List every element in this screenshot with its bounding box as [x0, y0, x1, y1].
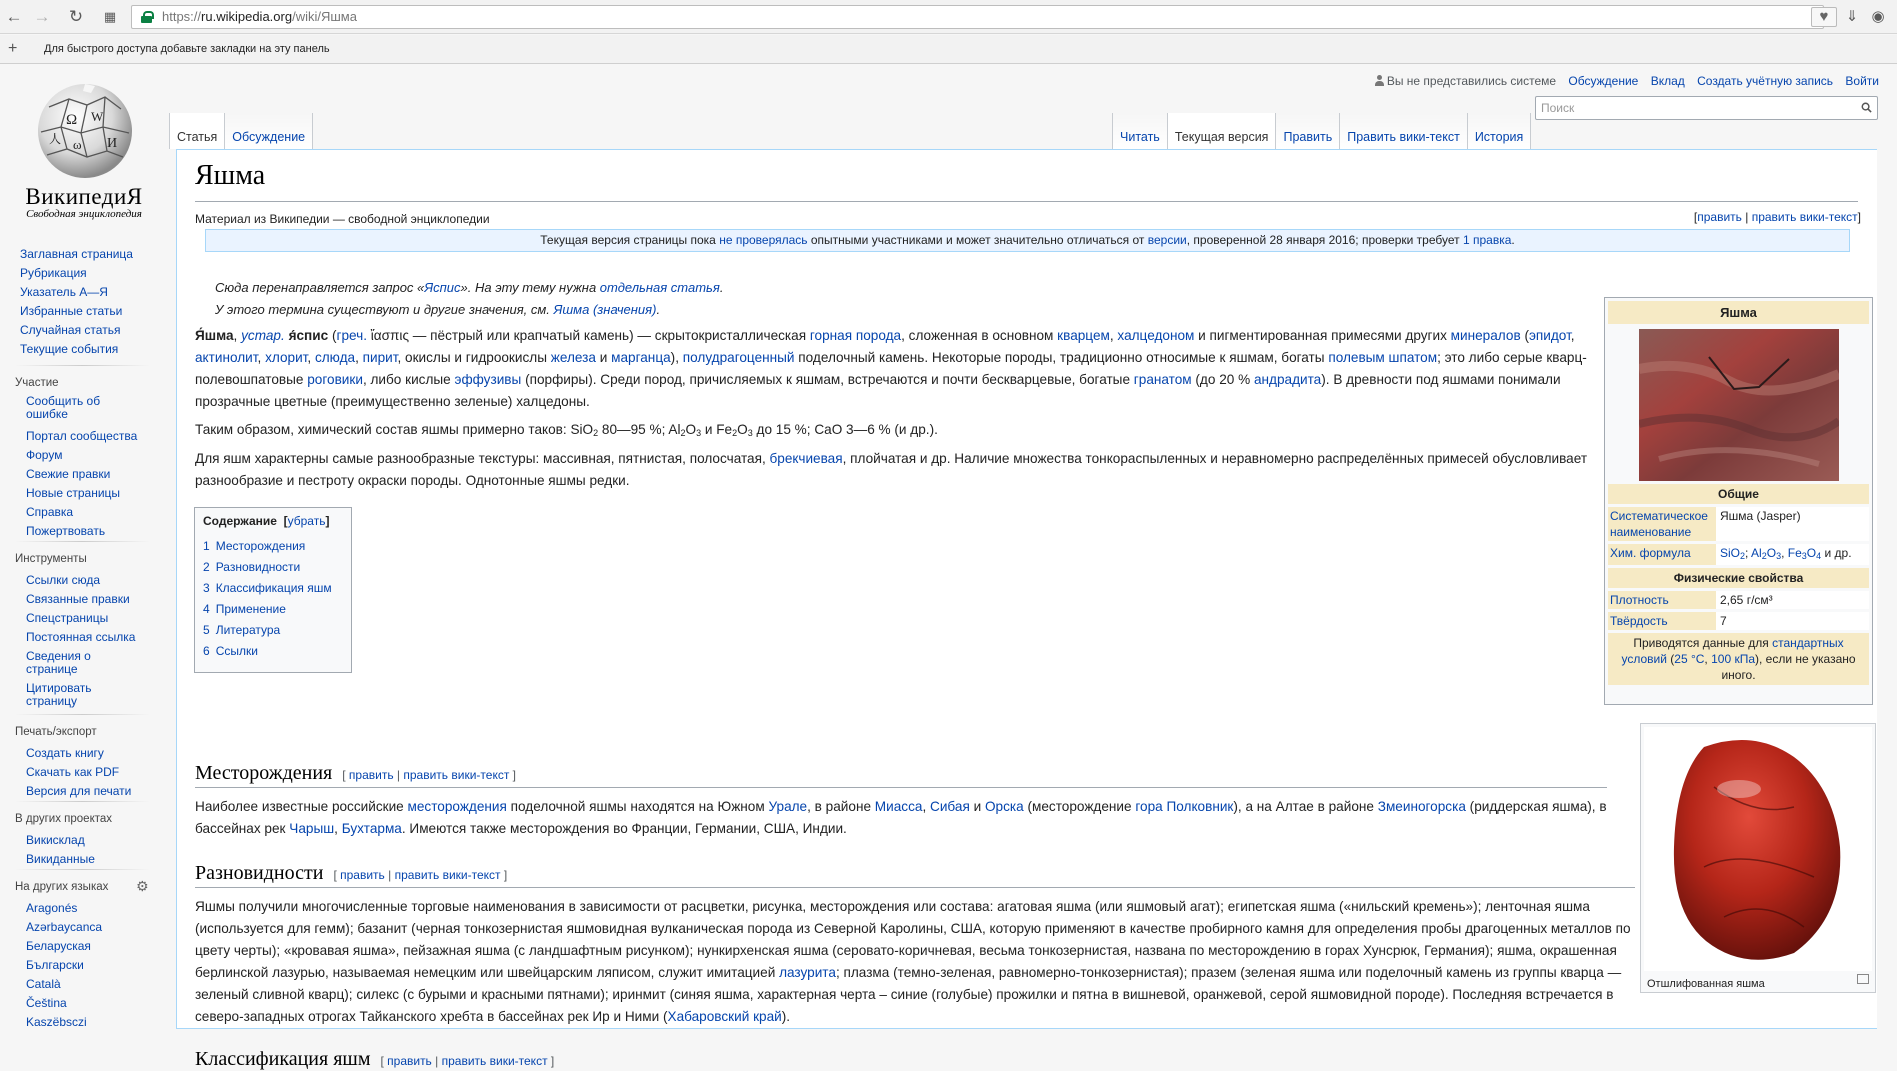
composition-paragraph: Таким образом, химический состав яшмы примерно таков: SiO$_2$ 80—95 %; $Al_2O_3$ и $Fe_2O_3$ до 15 %; CaO 3—6 % (и др.). [195, 422, 938, 438]
sidebar-participation-link[interactable]: Портал сообщества [26, 429, 138, 443]
article-link[interactable]: эффузивы [454, 372, 522, 387]
hardness-label[interactable]: Твёрдость [1608, 612, 1716, 630]
login-link[interactable]: Войти [1845, 74, 1879, 88]
bold-term: я́спис [288, 328, 329, 343]
tab-edit[interactable]: Править [1276, 113, 1340, 149]
infobox-physical: Физические свойства [1608, 568, 1869, 588]
participation-heading: Участие [15, 377, 59, 389]
hardness-value: 7 [1716, 612, 1869, 630]
article-link[interactable]: хлорит [265, 350, 308, 365]
pending-edits-link[interactable]: 1 правка [1462, 233, 1512, 247]
flagged-revision-notice: Текущая версия страницы пока не проверялась опытными участниками и может значительно отличаться от версии, проверенной 28 января 2016; проверки требует 1 правка. [205, 229, 1850, 252]
section-heading-varieties: Разновидности [ править | править вики-текст ] [195, 862, 508, 884]
sidebar-nav [0, 245, 165, 359]
section-edit-links: [ править | править вики-текст ] [380, 1054, 555, 1068]
formula-value: SiO$_2$; $Al_2O_3$, $Fe_3O_4$ и др. [1716, 544, 1869, 565]
article-link[interactable]: минералов [1450, 328, 1521, 343]
lock-icon [141, 11, 152, 23]
edit-links-top: [править | править вики-текст] [1693, 210, 1861, 224]
not-checked-link[interactable]: не проверялась [719, 233, 808, 247]
article-link[interactable]: андрадита [1253, 372, 1322, 387]
url-scheme: https:// [162, 9, 202, 24]
address-bar[interactable] [131, 5, 1824, 29]
section-edit-link[interactable]: править [387, 1054, 432, 1068]
infobox-row-density [1608, 591, 1869, 609]
article-link[interactable]: Чарыш [289, 821, 335, 836]
wordmark: ВикипедиЯ [25, 184, 143, 209]
texture-paragraph: Для яшм характерны самые разнообразные текстуры: массивная, пятнистая, полосчатая, брекчиевая, плойчатая и др. Наличие множества тонкораспыленных и неравномерно распределённых примесей обусловливает разнообразие и пестроту окраски породы. Однотонные яшмы редки. [195, 451, 1588, 488]
svg-text:W: W [91, 109, 104, 124]
toc-items [203, 536, 343, 662]
sidebar [0, 245, 165, 1032]
sidebar-language-link[interactable]: Български [26, 958, 84, 972]
sidebar-tools-link[interactable]: Сведения о странице [26, 649, 91, 676]
temp-link[interactable]: 25 °C [1674, 652, 1705, 666]
section-heading-classification: Классификация яшм [ править | править вики-текст ] [195, 1048, 555, 1070]
wiki-page [0, 65, 1897, 1070]
version-link[interactable]: версии [1147, 233, 1187, 247]
print-heading: Печать/экспорт [15, 726, 97, 738]
sidebar-participation-link[interactable]: Новые страницы [26, 486, 121, 500]
pressure-link[interactable]: 100 кПа [1711, 652, 1755, 666]
article-link[interactable]: Урале [768, 799, 808, 814]
enlarge-icon[interactable] [1857, 974, 1869, 984]
tools-links [0, 571, 165, 708]
article-link[interactable]: железа [550, 350, 596, 365]
infobox-row-sysname [1608, 507, 1869, 541]
section-edit-link[interactable]: править [340, 868, 385, 882]
density-label[interactable]: Плотность [1608, 591, 1716, 609]
article-link[interactable]: Сибая [930, 799, 970, 814]
sidebar-nav-link[interactable]: Текущие события [20, 342, 119, 356]
user-icon [1375, 75, 1384, 86]
thumbnail-polished-jasper [1640, 723, 1876, 993]
toc-toggle[interactable]: убрать [287, 514, 326, 528]
page-title: Яшма [195, 160, 266, 191]
article-link[interactable]: марганца [611, 350, 671, 365]
profile-icon[interactable]: ◉ [1871, 8, 1885, 25]
gear-icon[interactable]: ⚙ [136, 878, 149, 894]
bookmarks-hint: Для быстрого доступа добавьте закладки на эту панель [44, 43, 330, 55]
infobox-row-formula [1608, 544, 1869, 565]
sidebar-participation-link[interactable]: Пожертвовать [26, 524, 106, 538]
sidebar-tools-link[interactable]: Связанные правки [26, 592, 130, 606]
sidebar-print-link[interactable]: Скачать как PDF [26, 765, 120, 779]
toc-item[interactable]: 4 Применение [203, 602, 286, 616]
sidebar-language-link[interactable]: Aragonés [26, 901, 78, 915]
article-link[interactable]: гора Полковник [1135, 799, 1234, 814]
sidebar-tools-link[interactable]: Цитировать страницу [26, 681, 92, 708]
svg-text:И: И [107, 136, 118, 151]
lead-paragraph: Я́шма, устар. я́спис (греч. ἴασπις — пёстрый или крапчатый камень) — скрытокристаллическая горная порода, сложенная в основном кварцем, халцедоном и пигментированная примесями других минералов (эпидот, актинолит, хлорит, слюда, пирит, окислы и гидроокислы железа и марганца), полудрагоценный поделочный камень. Некоторые породы, традиционно относимые к яшмам, богаты полевым шпатом; это либо серые кварц-полевошпатовые роговики, либо кислые эффузивы (порфиры). Среди пород, причисляемых к яшмам, встречаются и почти бескварцевые, богатые гранатом (до 20 % андрадита). В древности под яшмами понимали прозрачные цветные (преимущественно зеленые) халцедоны. [195, 328, 1587, 409]
toc-item[interactable]: 2 Разновидности [203, 560, 301, 574]
sidebar-project-link[interactable]: Викиданные [26, 852, 95, 866]
sidebar-nav-link[interactable]: Случайная статья [20, 323, 121, 337]
sidebar-tools-link[interactable]: Постоянная ссылка [26, 630, 136, 644]
personal-contrib-link[interactable]: Вклад [1650, 74, 1685, 88]
sidebar-language-link[interactable]: Azərbaycanca [26, 920, 103, 934]
wikipedia-logo[interactable] [4, 77, 164, 227]
tab-article[interactable]: Статья [169, 113, 225, 149]
article-link[interactable]: кварцем [1057, 328, 1110, 343]
sidebar-participation-link[interactable]: Сообщить об ошибке [26, 394, 101, 421]
article-link[interactable]: брекчиевая [769, 451, 843, 466]
article-link[interactable]: месторождения [407, 799, 507, 814]
hatnote-disambig: У этого термина существуют и другие значения, см. Яшма (значения). [215, 302, 661, 317]
sidebar-participation-link[interactable]: Справка [26, 505, 74, 519]
apps-grid-icon[interactable]: ▦ [103, 9, 117, 24]
toc-item[interactable]: 1 Месторождения [203, 539, 306, 553]
sysname-value: Яшма (Jasper) [1716, 507, 1869, 541]
reload-icon[interactable]: ↻ [68, 7, 84, 26]
section-edit-source-link[interactable]: править вики-текст [441, 1054, 548, 1068]
varieties-paragraph: Яшмы получили многочисленные торговые наименования в зависимости от расцветки, рисунка, месторождения или состава: агатовая яшма (или яшмовый агат); египетская яшма («нильский кремень»); ленточная яшма (используется для гемм); базанит (черная тонкозернистая яшмовидная вулканическая порода из Северной Каролины, США, которую применяют в качестве пробирного камня для определения пробы драгоценных металлов по цвету черты); «кровавая яшма», пейзажная яшма (с ландшафтным рисунком); нункирхенская яшма (серовато-коричневая, весьма тонкозернистая, названа по месторождению в горах Хунсрюк, Германия); яшма, окрашенная берлинской лазурью, называемая немецким или швейцарским ляписом, служит имитацией лазурита; плазма (темно-зеленая, равномерно-тонкозернистая); празем (зеленая яшма или поделочный камень из группы кварца — зеленый сливной кварц); силекс (с бурыми и красными пятнами); иринмит (синяя яшма, характерная черта – синие (голубые) прожилки и пятна в вишневой, оранжевой, серой яшмовидной породе). Последняя встречается в северо-западных отрогах Тайканского хребта в бассейнах рек Ир и Ними (Хабаровский край). [195, 899, 1631, 1024]
edit-link[interactable]: править [1697, 210, 1742, 224]
personal-talk-link[interactable]: Обсуждение [1568, 74, 1639, 88]
article-link[interactable]: горная порода [809, 328, 902, 343]
sidebar-nav-link[interactable]: Указатель А—Я [20, 285, 108, 299]
section-edit-source-link[interactable]: править вики-текст [403, 768, 510, 782]
infobox-title: Яшма [1608, 301, 1869, 324]
article-link[interactable]: актинолит [195, 350, 258, 365]
sidebar-print-link[interactable]: Версия для печати [26, 784, 132, 798]
tagline: Свободная энциклопедия [26, 208, 142, 220]
svg-text:人: 人 [49, 132, 62, 146]
infobox [1604, 297, 1873, 705]
std-conditions-link[interactable]: стандартных условий [1621, 636, 1844, 666]
toc-item[interactable]: 3 Классификация яшм [203, 581, 332, 595]
article-link[interactable]: Орска [984, 799, 1024, 814]
languages-heading: На других языках [15, 881, 109, 893]
site-sub: Материал из Википедии — свободной энциклопедии [195, 212, 490, 226]
print-links [0, 744, 165, 801]
separate-article-link[interactable]: отдельная статья [599, 280, 720, 295]
languages-links [0, 899, 165, 1032]
tab-edit-source[interactable]: Править вики-текст [1340, 113, 1468, 149]
article-link[interactable]: Змеиногорска [1377, 799, 1466, 814]
tab-read[interactable]: Читать [1112, 113, 1168, 149]
personal-tools [1366, 74, 1879, 88]
article-link[interactable]: слюда [314, 350, 356, 365]
sidebar-print-link[interactable]: Создать книгу [26, 746, 104, 760]
sidebar-language-link[interactable]: Kaszëbsczi [26, 1015, 87, 1029]
jasper-rock-image[interactable] [1639, 329, 1839, 481]
sidebar-nav-link[interactable]: Избранные статьи [20, 304, 123, 318]
disambig-link[interactable]: Яшма (значения) [553, 302, 657, 317]
sidebar-participation-link[interactable]: Форум [26, 448, 63, 462]
tab-current-version[interactable]: Текущая версия [1168, 113, 1277, 149]
article-link[interactable]: Хабаровский край [667, 1009, 782, 1024]
article-link[interactable]: гранатом [1133, 372, 1192, 387]
article-link[interactable]: полевым шпатом [1328, 350, 1438, 365]
edit-source-link[interactable]: править вики-текст [1751, 210, 1858, 224]
tools-heading: Инструменты [15, 553, 87, 565]
sidebar-nav-link[interactable]: Рубрикация [20, 266, 87, 280]
article-link[interactable]: роговики [307, 372, 363, 387]
tab-talk[interactable]: Обсуждение [225, 113, 313, 149]
svg-text:Ω: Ω [66, 112, 78, 128]
tab-history[interactable]: История [1468, 113, 1531, 149]
infobox-note: Приводятся данные для стандартных условий (25 °C, 100 кПа), если не указано иного. [1608, 633, 1869, 685]
article-link[interactable]: лазурита [779, 965, 836, 980]
formula-label[interactable]: Хим. формула [1608, 544, 1716, 565]
url-domain: ru.wikipedia.org [201, 9, 293, 24]
sidebar-participation-link[interactable]: Свежие правки [26, 467, 111, 481]
infobox-general: Общие [1608, 484, 1869, 504]
section-edit-link[interactable]: править [348, 768, 394, 782]
deposits-paragraph: Наиболее известные российские месторождения поделочной яшмы находятся на Южном Урале, в районе Миасса, Сибая и Орска (месторождение гора Полковник), а на Алтае в районе Змеиногорска (риддерская яшма), в бассейнах рек Чарыш, Бухтарма. Имеются также месторождения во Франции, Германии, США, Индии. [195, 799, 1607, 836]
sidebar-nav-link[interactable]: Заглавная страница [20, 247, 133, 261]
bookmarks-bar [0, 35, 1897, 64]
article-link[interactable]: устар. [241, 328, 285, 343]
search-input[interactable] [1535, 96, 1878, 120]
not-logged-in: Вы не представились системе [1375, 74, 1556, 88]
table-of-contents [194, 507, 352, 673]
favorite-heart-icon[interactable]: ♥ [1811, 7, 1837, 27]
article-link[interactable]: Бухтарма [341, 821, 402, 836]
view-tabs [1112, 113, 1531, 149]
svg-text:ω: ω [73, 137, 82, 152]
sidebar-language-link[interactable]: Беларуская [26, 939, 91, 953]
sidebar-project-link[interactable]: Викисклад [26, 833, 85, 847]
participation-links [0, 395, 165, 541]
back-arrow-icon[interactable]: ← [5, 7, 23, 26]
toc-title: Содержание [убрать] [203, 514, 330, 528]
section-edit-links: [ править | править вики-текст ] [333, 868, 508, 882]
search-icon[interactable] [1861, 102, 1872, 113]
download-icon[interactable]: ⇓ [1845, 8, 1859, 25]
search-placeholder: Поиск [1541, 101, 1575, 115]
sidebar-tools-link[interactable]: Ссылки сюда [26, 573, 100, 587]
projects-heading: В других проектах [15, 813, 113, 825]
sidebar-language-link[interactable]: Čeština [26, 996, 67, 1010]
hatnote-redirect: Сюда перенаправляется запрос «Яспис». На эту тему нужна отдельная статья. [215, 280, 724, 295]
browser-toolbar [0, 0, 1897, 34]
toc-item[interactable]: 5 Литература [203, 623, 281, 637]
sidebar-tools-link[interactable]: Спецстраницы [26, 611, 109, 625]
toc-item[interactable]: 6 Ссылки [203, 644, 258, 658]
article-link[interactable]: полудрагоценный [682, 350, 795, 365]
sysname-label[interactable]: Систематическое наименование [1608, 507, 1716, 541]
thumb-caption: Отшлифованная яшма [1647, 978, 1765, 990]
polished-jasper-image[interactable] [1644, 727, 1872, 971]
infobox-row-hardness [1608, 612, 1869, 630]
puzzle-globe-icon [29, 77, 139, 182]
section-edit-source-link[interactable]: править вики-текст [394, 868, 501, 882]
create-account-link[interactable]: Создать учётную запись [1697, 74, 1834, 88]
article-link[interactable]: пирит [362, 350, 398, 365]
bold-term: Я́шма [195, 328, 234, 343]
section-heading-deposits: Месторождения [ править | править вики-текст ] [195, 762, 516, 784]
yaspis-link[interactable]: Яспис [424, 280, 461, 295]
url-path: /wiki/Яшма [292, 9, 357, 24]
article-link[interactable]: эпидот [1528, 328, 1571, 343]
article-link[interactable]: Миасса [874, 799, 923, 814]
section-edit-links: [ править | править вики-текст ] [342, 768, 516, 782]
article-link[interactable]: халцедоном [1117, 328, 1195, 343]
article-link[interactable]: греч. [336, 328, 367, 343]
projects-links [0, 831, 165, 869]
namespace-tabs [169, 113, 313, 149]
add-bookmark-icon[interactable]: + [8, 40, 18, 57]
density-value: 2,65 г/см³ [1716, 591, 1869, 609]
sidebar-language-link[interactable]: Català [26, 977, 61, 991]
forward-arrow-icon[interactable]: → [33, 7, 51, 26]
